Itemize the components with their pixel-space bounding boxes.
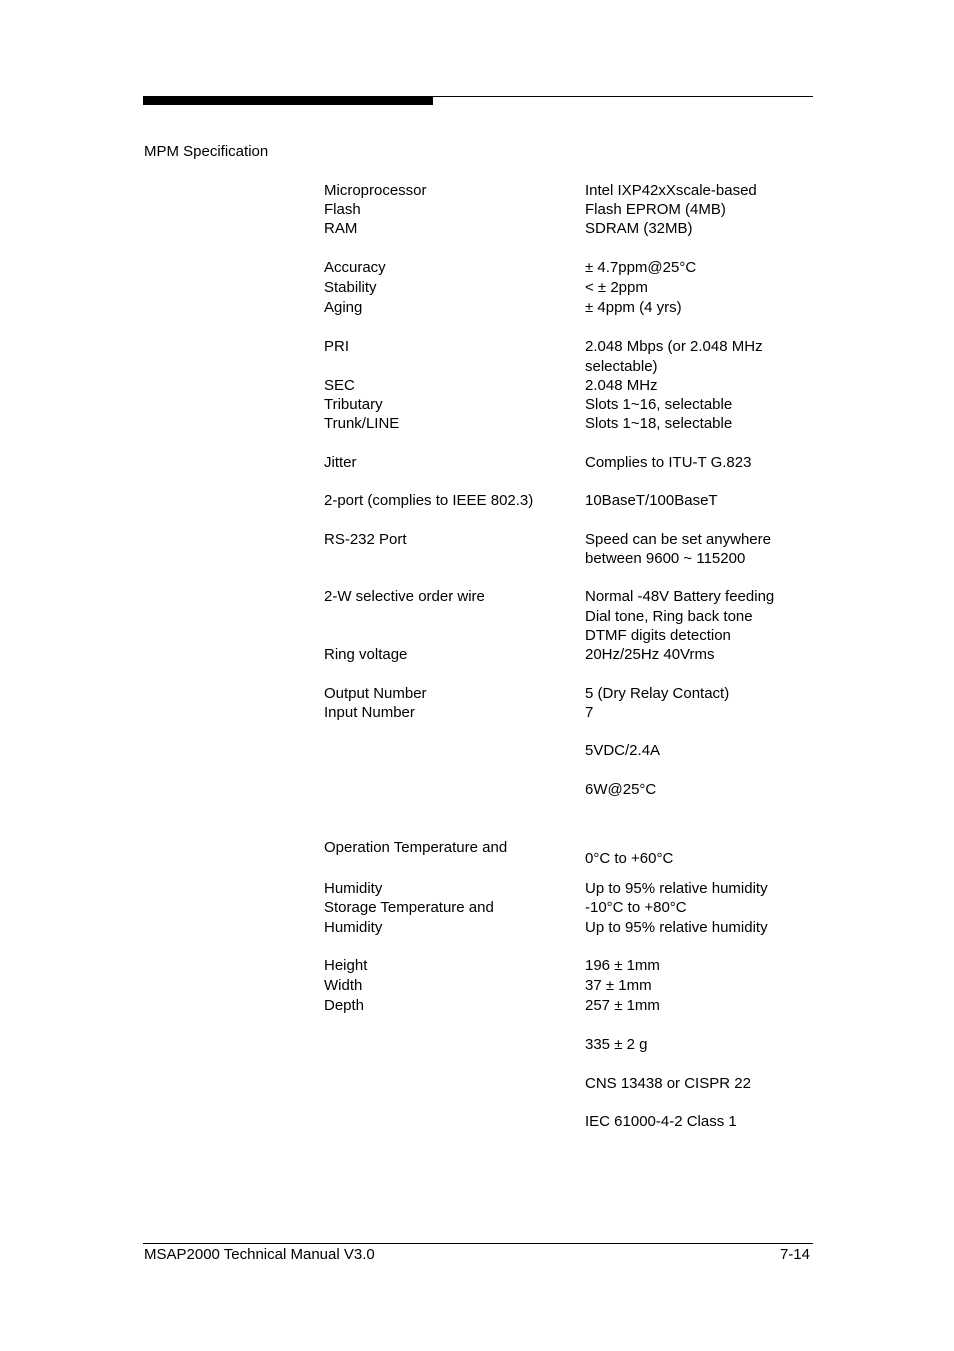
spec-label: Input Number — [324, 704, 415, 721]
spec-value: ± 4.7ppm@25°C — [585, 259, 697, 276]
spec-label: Humidity — [324, 919, 383, 936]
spec-value: 5VDC/2.4A — [585, 742, 661, 759]
spec-label: Stability — [324, 279, 377, 296]
spec-value: -10°C to +80°C — [585, 899, 687, 916]
spec-value: 2.048 MHz — [585, 377, 658, 394]
spec-value: 2.048 Mbps (or 2.048 MHz — [585, 338, 763, 355]
spec-value: 0°C to +60°C — [585, 850, 674, 867]
spec-label: RS-232 Port — [324, 531, 407, 548]
spec-value: Intel IXP42xXscale-based — [585, 182, 757, 199]
spec-value: 335 ± 2 g — [585, 1036, 648, 1053]
spec-label: Tributary — [324, 396, 383, 413]
spec-value: IEC 61000-4-2 Class 1 — [585, 1113, 737, 1130]
section-title: MPM Specification — [144, 143, 269, 160]
spec-label: Flash — [324, 201, 361, 218]
spec-label: Accuracy — [324, 259, 386, 276]
spec-label: Microprocessor — [324, 182, 427, 199]
spec-value: 37 ± 1mm — [585, 977, 652, 994]
spec-value: Up to 95% relative humidity — [585, 880, 768, 897]
spec-label: Operation Temperature and — [324, 839, 508, 856]
spec-value: Dial tone, Ring back tone — [585, 608, 753, 625]
spec-value: 20Hz/25Hz 40Vrms — [585, 646, 715, 663]
spec-label: Output Number — [324, 685, 427, 702]
spec-label: Height — [324, 957, 368, 974]
spec-value: SDRAM (32MB) — [585, 220, 693, 237]
spec-value: < ± 2ppm — [585, 279, 648, 296]
header-rule-thick — [143, 96, 433, 105]
spec-label: SEC — [324, 377, 355, 394]
spec-value: Complies to ITU-T G.823 — [585, 454, 752, 471]
spec-value: Normal -48V Battery feeding — [585, 588, 775, 605]
footer-manual-title: MSAP2000 Technical Manual V3.0 — [144, 1246, 375, 1263]
spec-value: 196 ± 1mm — [585, 957, 660, 974]
spec-value: Speed can be set anywhere — [585, 531, 771, 548]
spec-label: 2-port (complies to IEEE 802.3) — [324, 492, 534, 509]
spec-label: Trunk/LINE — [324, 415, 400, 432]
spec-value: between 9600 ~ 115200 — [585, 550, 746, 567]
spec-value: 7 — [585, 704, 594, 721]
footer-rule — [143, 1243, 813, 1244]
spec-value: Up to 95% relative humidity — [585, 919, 768, 936]
spec-value: selectable) — [585, 358, 658, 375]
spec-label: Width — [324, 977, 363, 994]
spec-value: Slots 1~18, selectable — [585, 415, 733, 432]
spec-value: ± 4ppm (4 yrs) — [585, 299, 682, 316]
spec-label: RAM — [324, 220, 358, 237]
spec-value: 10BaseT/100BaseT — [585, 492, 718, 509]
spec-value: Slots 1~16, selectable — [585, 396, 733, 413]
spec-label: Jitter — [324, 454, 357, 471]
footer-page-number: 7-14 — [779, 1246, 810, 1263]
spec-label: Ring voltage — [324, 646, 408, 663]
spec-label: Humidity — [324, 880, 383, 897]
spec-value: Flash EPROM (4MB) — [585, 201, 726, 218]
spec-value: 257 ± 1mm — [585, 997, 660, 1014]
spec-label: PRI — [324, 338, 350, 355]
spec-label: Depth — [324, 997, 365, 1014]
spec-label: Aging — [324, 299, 363, 316]
spec-value: DTMF digits detection — [585, 627, 731, 644]
spec-value: 6W@25°C — [585, 781, 657, 798]
header-rule-thin — [143, 96, 813, 97]
spec-value: 5 (Dry Relay Contact) — [585, 685, 730, 702]
spec-value: CNS 13438 or CISPR 22 — [585, 1075, 751, 1092]
spec-label: Storage Temperature and — [324, 899, 494, 916]
spec-label: 2-W selective order wire — [324, 588, 485, 605]
